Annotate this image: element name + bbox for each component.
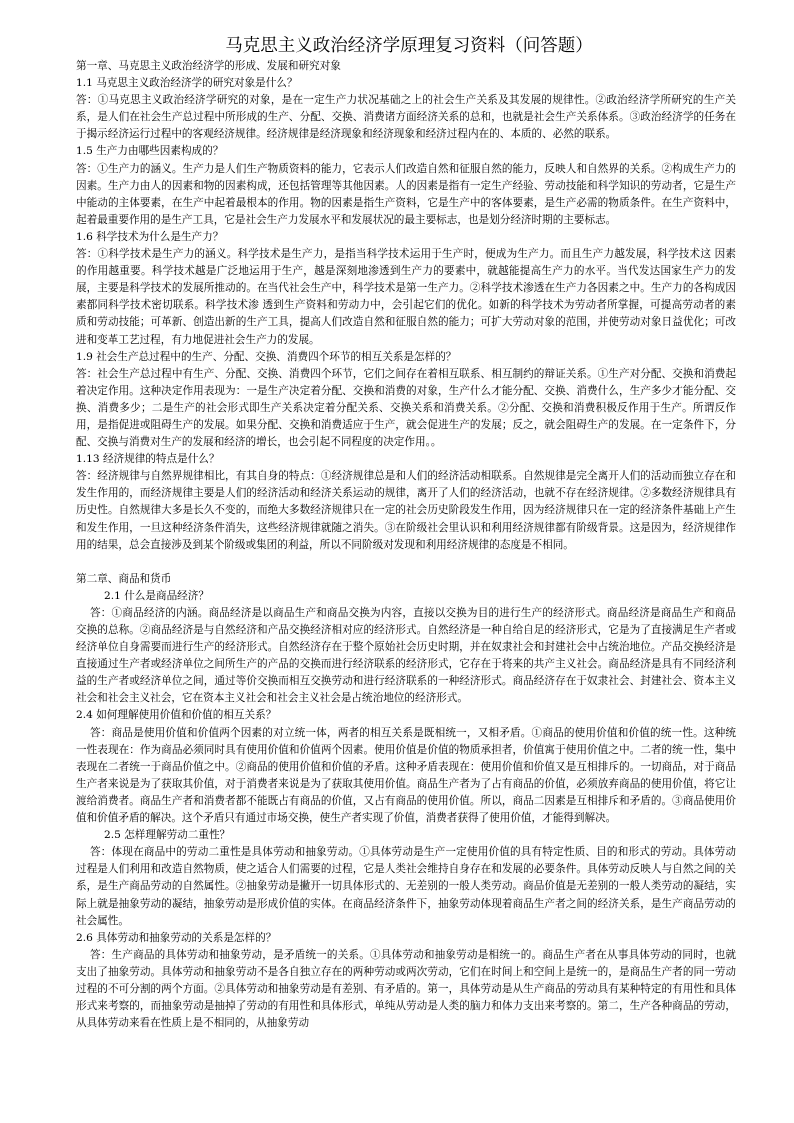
- answer-1-6: 答：①科学技术是生产力的涵义。科学技术是生产力，是指当科学技术运用于生产时，便成为生产力。而且生产力越发展，科学技术这 因素的作用越重要。科学技术越是广泛地运用于生产，越是深刻地渗透到生产力的要素中，就越能提高生产力的水平。当代发达国家生产力的发展，主要是科学技术的发展所推动的。在当代社会生产中，科学技术是第一生产力。②科学技术渗透在生产力各因素之中。生产力的各构成因素都同科学技术密切联系。科学技术渗 透到生产资料和劳动力中，会引起它们的优化。如新的科学技术为劳动者所掌握，可提高劳动者的素质和劳动技能；可革新、创造出新的生产工具，提高人们改造自然和征服自然的能力；可扩大劳动对象的范围，并使劳动对象日益优化；可改进和变革工艺过程，有力地促进社会生产力的发展。: [76, 248, 736, 346]
- question-1-13: 1.13 经济规律的特点是什么？: [76, 453, 220, 466]
- answer-1-5: 答：①生产力的涵义。生产力是人们生产物质资料的能力，它表示人们改造自然和征服自然的能力，反映人和自然界的关系。②构成生产力的因素。生产力由人的因素和物的因素构成，还包括管理等其他因素。人的因素是指有一定生产经验、劳动技能和科学知识的劳动者，它是生产中能动的主体要素，在生产中起着最根本的作用。物的因素是指生产资料，它是生产中的客体要素，是生产必需的物质条件。在生产资料中，起着最重要作用的是生产工具，它是社会生产力发展水平和发展状况的最主要标志，也是划分经济时期的主要标志。: [76, 162, 736, 226]
- question-1-1: 1.1 马克思主义政治经济学的研究对象是什么？: [76, 77, 298, 90]
- answer-1-1: 答：①马克思主义政治经济学研究的对象，是在一定生产力状况基础之上的社会生产关系及其发展的规律性。②政治经济学所研究的生产关系，是人们在社会生产总过程中所形成的生产、分配、交换、消费诸方面经济关系的总和，也就是社会生产关系体系。③政治经济学的任务在于揭示经济运行过程中的客观经济规律。经济规律是经济现象和经济现象和经济过程内在的、本质的、必然的联系。: [76, 94, 736, 141]
- question-2-6: 2.6 具体劳动和抽象劳动的关系是怎样的？: [76, 931, 277, 944]
- question-2-5: 2.5 怎样理解劳动二重性？: [104, 829, 231, 842]
- answer-2-4: 答：商品是使用价值和价值两个因素的对立统一体，两者的相互关系是既相统一，又相矛盾。①商品的使用价值和价值的统一性。这种统一性表现在：作为商品必须同时具有使用价值和价值两个因素。使用价值是价值的物质承担者，价值寓于使用价值之中。二者的统一性，集中表现在二者统一于商品价值之中。②商品的使用价值和价值的矛盾。这种矛盾表现在：使用价值和价值又是互相排斥的。一切商品，对于商品生产者来说是为了获取其价值，对于消费者来说是为了获取其使用价值。商品生产者为了占有商品的价值，必须放弃商品的使用价值，将它让渡给消费者。商品生产者和消费者都不能既占有商品的价值，又占有商品的使用价值。所以，商品二因素是互相排斥和矛盾的。③商品使用价值和价值矛盾的解决。这个矛盾只有通过市场交换，使生产者实现了价值，消费者获得了使用价值，才能得到解决。: [76, 726, 736, 825]
- question-1-6: 1.6 科学技术为什么是生产力？: [76, 230, 224, 243]
- answer-2-6: 答：生产商品的具体劳动和抽象劳动，是矛盾统一的关系。①具体劳动和抽象劳动是相统一的。商品生产者在从事具体劳动的同时，也就支出了抽象劳动。具体劳动和抽象劳动不是各自独立存在的两种劳动或两次劳动，它们在时间上和空间上是统一的，是商品生产者的同一劳动过程的不可分割的两个方面。②具体劳动和抽象劳动是有差别、有矛盾的。第一，具体劳动是从生产商品的劳动具有某种特定的有用性和具体形式来考察的，而抽象劳动是抽掉了劳动的有用性和具体形式，单纯从劳动是人类的脑力和体力支出来考察的。第二，生产各种商品的劳动，从具体劳动来看在性质上是不相同的，从抽象劳动: [76, 948, 736, 1030]
- question-1-5: 1.5 生产力由哪些因素构成的？: [76, 145, 224, 158]
- question-2-4: 2.4 如何理解使用价值和价值的相互关系？: [76, 709, 277, 722]
- chapter-2-heading: 第二章、商品和货币: [76, 572, 172, 585]
- answer-2-1: 答：①商品经济的内涵。商品经济是以商品生产和商品交换为内容，直接以交换为目的进行生产的经济形式。商品经济是商品生产和商品交换的总称。②商品经济是与自然经济和产品交换经济相对应的经济形式。自然经济是一种自给自足的经济形式，它是为了直接满足生产者或经济单位自身需要而进行生产的经济形式。自然经济存在于整个原始社会历史时期，并在奴隶社会和封建社会中占统治地位。产品交换经济是直接通过生产者或经济单位之间所生产的产品的交换而进行经济联系的经济形式，它存在于将来的共产主义社会。商品经济是具有不同经济利益的生产者或经济单位之间，通过等价交换而相互交换劳动和进行经济联系的一种经济形式。商品经济存在于奴隶社会、封建社会、资本主义社会和社会主义社会，它在资本主义社会和社会主义社会是占统治地位的经济形式。: [76, 606, 736, 705]
- answer-1-13: 答：经济规律与自然界规律相比，有其自身的特点：①经济规律总是和人们的经济活动相联系。自然规律是完全离开人们的活动而独立存在和发生作用的，而经济规律主要是人们的经济活动和经济关系运动的规律，离开了人们的经济活动，也就不存在经济规律。②多数经济规律具有历史性。自然规律大多是长久不变的，而绝大多数经济规律只在一定的社会历史阶段发生作用，因为经济规律只在一定的经济条件基础上产生和发生作用，一旦这种经济条件消失，这些经济规律就随之消失。③在阶级社会里认识和利用经济规律都有阶级背景。这是因为，经济规律作用的结果，总会直接涉及到某个阶级或集团的利益，所以不同阶级对发现和利用经济规律的态度是不相同。: [76, 470, 736, 551]
- section-spacer: [76, 554, 736, 571]
- question-2-1: 2.1 什么是商品经济？: [104, 589, 209, 602]
- chapter-1-heading: 第一章、马克思主义政治经济学的形成、发展和研究对象: [76, 60, 341, 72]
- answer-2-5: 答：体现在商品中的劳动二重性是具体劳动和抽象劳动。①具体劳动是生产一定使用价值的具有特定性质、目的和形式的劳动。具体劳动过程是人们利用和改造自然物质，使之适合人们需要的过程，它是人类社会维持自身存在和发展的必要条件。具体劳动反映人与自然之间的关系，是生产商品劳动的自然属性。②抽象劳动是撇开一切具体形式的、无差别的一般人类劳动。商品价值是无差别的一般人类劳动的凝结，实际上就是抽象劳动的凝结，抽象劳动是形成价值的实体。在商品经济条件下，抽象劳动体现着商品生产者之间的经济关系，是生产商品劳动的社会属性。: [76, 846, 736, 927]
- document-title: 马克思主义政治经济学原理复习资料（问答题）: [225, 36, 593, 56]
- answer-1-9: 答：社会生产总过程中有生产、分配、交换、消费四个环节，它们之间存在着相互联系、相互制约的辩证关系。①生产对分配、交换和消费起着决定作用。这种决定作用表现为：一是生产决定着分配、交换和消费的对象，生产什么才能分配、交换、消费什么，生产多少才能分配、交换、消费多少；二是生产的社会形式即生产关系决定着分配关系、交换关系和消费关系。②分配、交换和消费积极反作用于生产。所谓反作用，是指促进或阻碍生产的发展。如果分配、交换和消费适应于生产，就会促进生产的发展；反之，就会阻碍生产的发展。在一定条件下，分配、交换与消费对生产的发展和经济的增长，也会引起不同程度的决定作用。。: [76, 367, 736, 449]
- question-1-9: 1.9 社会生产总过程中的生产、分配、交换、消费四个环节的相互关系是怎样的？: [76, 350, 457, 363]
